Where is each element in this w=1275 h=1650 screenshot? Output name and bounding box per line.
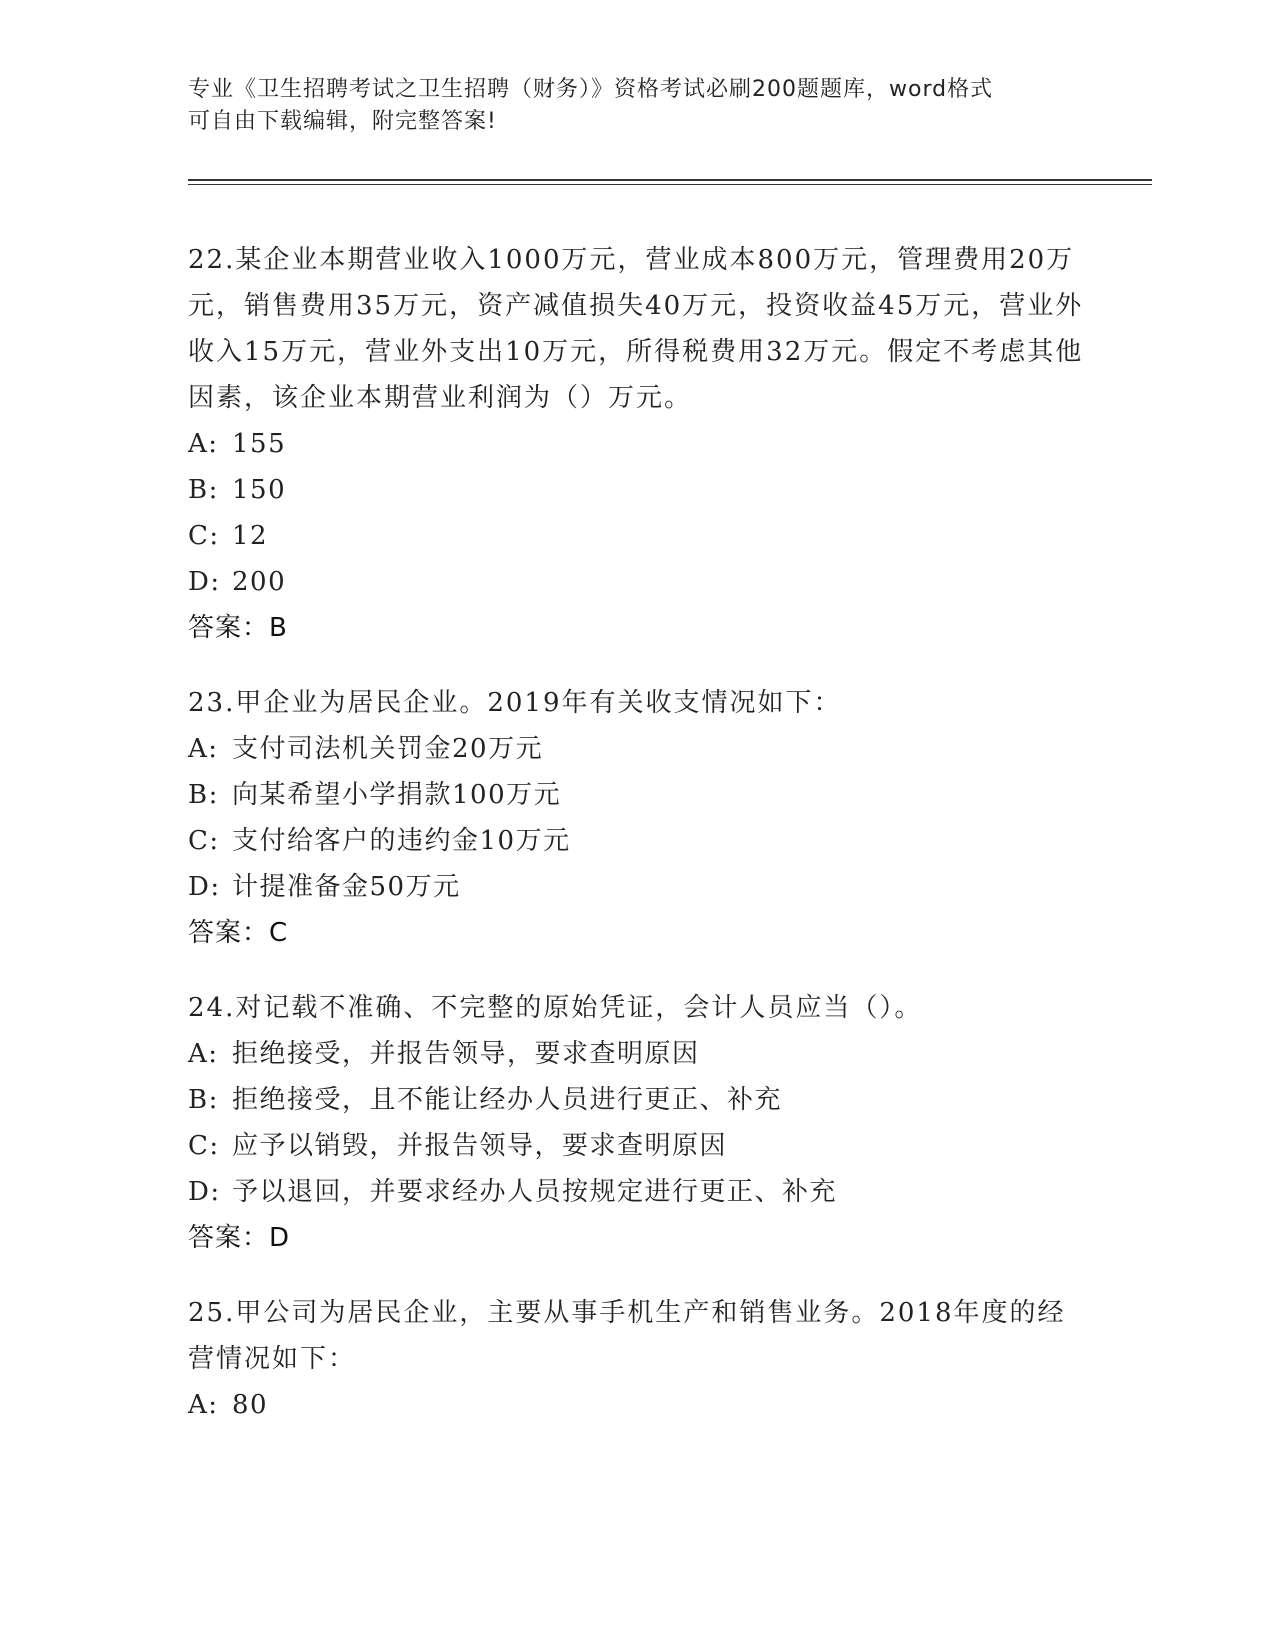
question-22 [188, 237, 1088, 651]
question-text: 25.甲公司为居民企业，主要从事手机生产和销售业务。2018年度的经营情况如下： [188, 1298, 1066, 1374]
option-a [188, 421, 1088, 467]
option-value: 200 [232, 567, 287, 597]
option-value: 拒绝接受，并报告领导，要求查明原因 [232, 1039, 700, 1069]
option-value: 150 [232, 475, 287, 505]
option-b [188, 772, 1088, 818]
question-24 [188, 985, 1088, 1261]
answer-text: 答案：B [188, 613, 288, 643]
option-d [188, 559, 1088, 605]
option-value: 拒绝接受，且不能让经办人员进行更正、补充 [232, 1085, 783, 1115]
option-d [188, 864, 1088, 910]
option-value: 应予以销毁，并报告领导，要求查明原因 [232, 1131, 728, 1161]
option-key: B: [188, 780, 219, 810]
option-value: 计提准备金50万元 [232, 872, 461, 902]
answer-text: 答案：C [188, 918, 289, 948]
option-value: 向某希望小学捐款100万元 [232, 780, 562, 810]
option-a [188, 1031, 1088, 1077]
header-line-2: 可自由下载编辑，附完整答案! [188, 109, 497, 134]
option-b [188, 1077, 1088, 1123]
option-key: C: [188, 826, 220, 856]
option-c [188, 818, 1088, 864]
question-text: 22.某企业本期营业收入1000万元，营业成本800万元，管理费用20万元，销售费用35万元，资产减值损失40万元，投资收益45万元，营业外收入15万元，营业外支出10万元，所得税费用32万元。假定不考虑其他因素，该企业本期营业利润为（）万元。 [188, 245, 1084, 413]
option-value: 支付司法机关罚金20万元 [232, 734, 544, 764]
question-text: 24.对记载不准确、不完整的原始凭证，会计人员应当（）。 [188, 993, 923, 1023]
option-key: A: [188, 734, 219, 764]
question-23 [188, 680, 1088, 956]
option-c [188, 1123, 1088, 1169]
option-value: 155 [232, 429, 287, 459]
question-list [188, 237, 1088, 1457]
header-line-1: 专业《卫生招聘考试之卫生招聘（财务）》资格考试必刷200题题库，word格式 [188, 77, 994, 102]
option-key: B: [188, 1085, 219, 1115]
option-value: 12 [232, 521, 269, 551]
answer-text: 答案：D [188, 1223, 291, 1253]
option-key: D: [188, 1177, 221, 1207]
option-key: C: [188, 521, 220, 551]
option-key: A: [188, 1390, 219, 1420]
option-value: 80 [232, 1390, 269, 1420]
option-c [188, 513, 1088, 559]
question-25 [188, 1290, 1088, 1428]
option-key: D: [188, 567, 221, 597]
option-key: A: [188, 1039, 219, 1069]
option-a [188, 726, 1088, 772]
option-key: C: [188, 1131, 220, 1161]
option-value: 予以退回，并要求经办人员按规定进行更正、补充 [232, 1177, 838, 1207]
document-header [188, 74, 1088, 138]
option-key: B: [188, 475, 219, 505]
option-value: 支付给客户的违约金10万元 [232, 826, 571, 856]
option-key: A: [188, 429, 219, 459]
question-text: 23.甲企业为居民企业。2019年有关收支情况如下： [188, 688, 842, 718]
option-a [188, 1382, 1088, 1428]
option-d [188, 1169, 1088, 1215]
header-divider-thick [188, 179, 1152, 181]
option-key: D: [188, 872, 221, 902]
header-divider-thin [188, 184, 1152, 185]
option-b [188, 467, 1088, 513]
